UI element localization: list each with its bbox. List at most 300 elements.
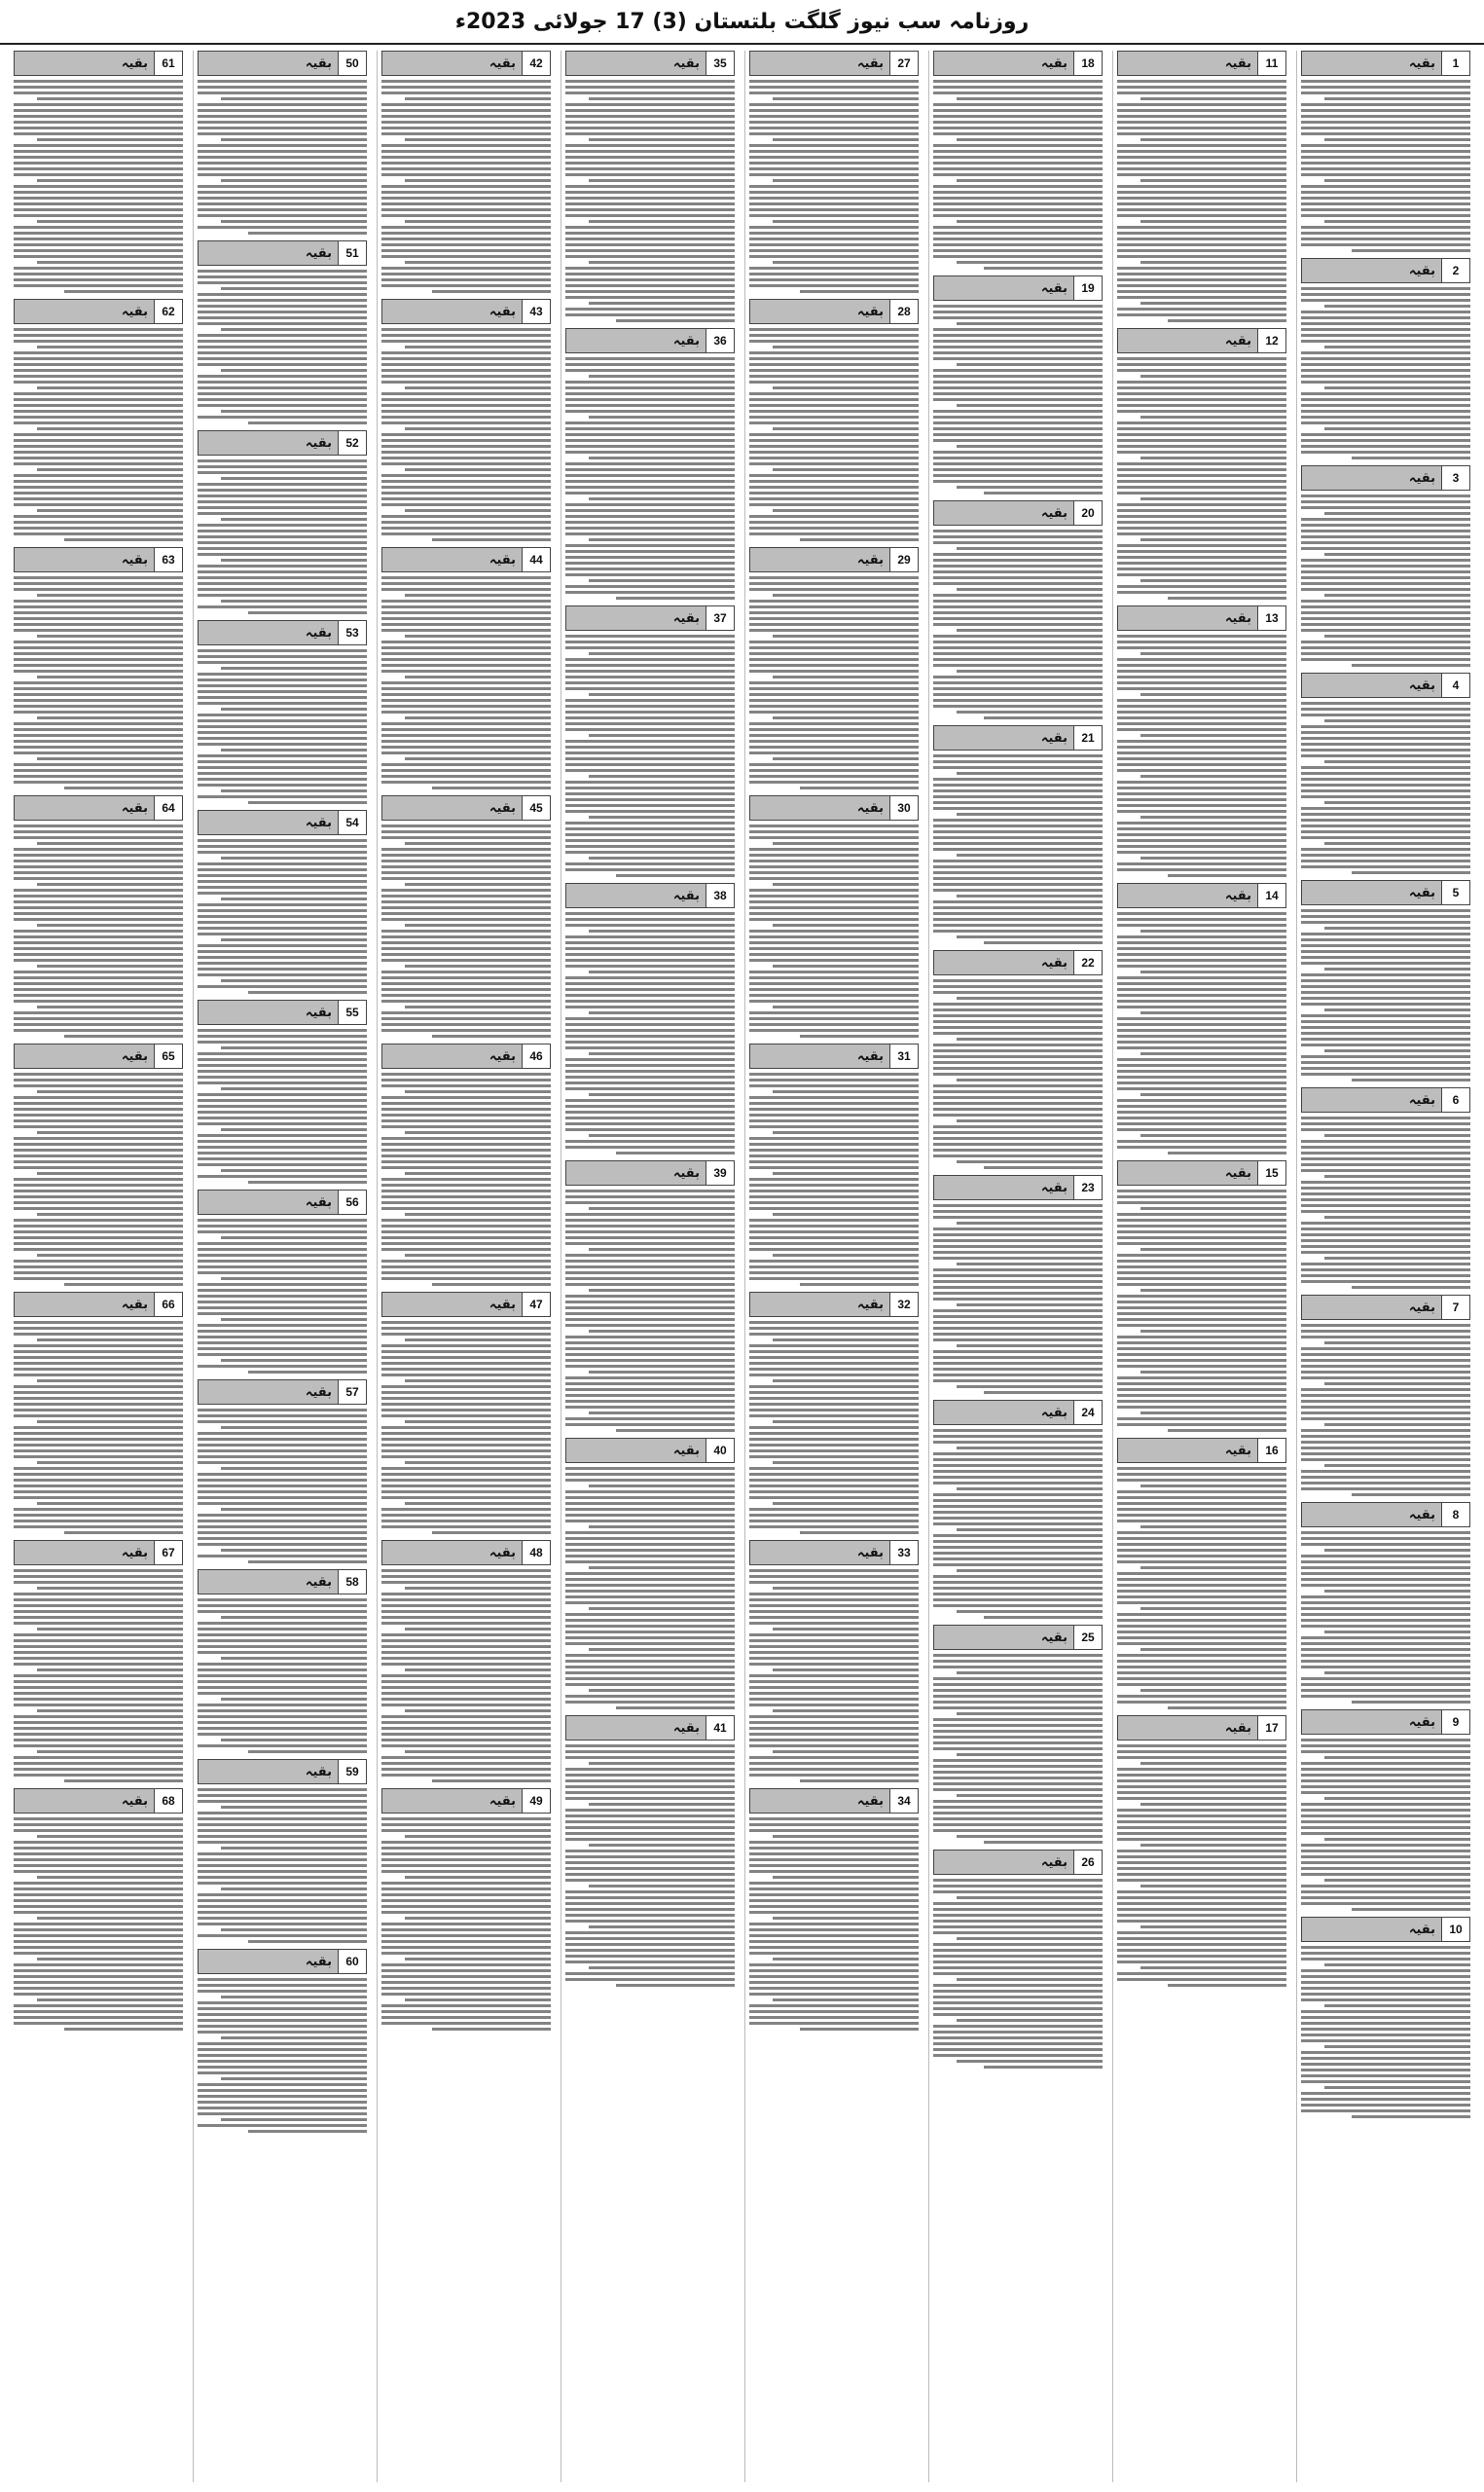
continuation-block xyxy=(749,299,919,541)
marker-label: بقیہ xyxy=(199,621,338,644)
continuation-marker xyxy=(198,51,367,76)
article-text xyxy=(1301,80,1470,252)
marker-number: 62 xyxy=(154,300,182,323)
marker-label: بقیہ xyxy=(1302,1710,1441,1734)
marker-number: 49 xyxy=(522,1789,550,1813)
continuation-block xyxy=(1301,1709,1470,1911)
continuation-marker xyxy=(749,795,919,821)
marker-label: بقیہ xyxy=(566,1716,706,1740)
marker-label: بقیہ xyxy=(15,1293,154,1316)
article-text xyxy=(14,80,183,293)
continuation-block xyxy=(14,1540,183,1782)
marker-number: 61 xyxy=(154,52,182,75)
continuation-block xyxy=(933,725,1103,944)
continuation-marker xyxy=(1117,1160,1286,1186)
marker-label: بقیہ xyxy=(934,1401,1073,1424)
continuation-block xyxy=(1301,51,1470,252)
marker-number: 25 xyxy=(1073,1626,1102,1649)
continuation-marker xyxy=(14,547,183,572)
continuation-block xyxy=(198,430,367,614)
article-text xyxy=(565,80,735,322)
article-text xyxy=(749,825,919,1038)
marker-label: بقیہ xyxy=(199,1001,338,1024)
marker-number: 15 xyxy=(1257,1161,1285,1185)
marker-number: 3 xyxy=(1441,466,1469,490)
article-text xyxy=(198,1978,367,2133)
page-header xyxy=(0,0,1484,45)
article-text xyxy=(933,1429,1103,1619)
marker-number: 12 xyxy=(1257,329,1285,352)
column xyxy=(561,51,739,2482)
continuation-block xyxy=(14,795,183,1038)
continuation-block xyxy=(14,547,183,789)
continuation-marker xyxy=(749,1044,919,1069)
continuation-block xyxy=(933,1625,1103,1844)
marker-label: بقیہ xyxy=(382,300,522,323)
article-text xyxy=(14,1817,183,2031)
marker-label: بقیہ xyxy=(750,300,889,323)
continuation-block xyxy=(749,795,919,1038)
marker-label: بقیہ xyxy=(566,1161,706,1185)
continuation-block xyxy=(1117,51,1286,322)
continuation-block xyxy=(14,299,183,541)
article-text xyxy=(565,357,735,600)
marker-number: 24 xyxy=(1073,1401,1102,1424)
continuation-block xyxy=(1301,1502,1470,1704)
marker-number: 26 xyxy=(1073,1851,1102,1874)
continuation-marker xyxy=(933,950,1103,975)
continuation-marker xyxy=(565,605,735,631)
continuation-block xyxy=(933,1175,1103,1394)
marker-label: بقیہ xyxy=(934,276,1073,300)
marker-label: بقیہ xyxy=(1118,884,1257,907)
article-text xyxy=(381,576,551,789)
marker-label: بقیہ xyxy=(934,1176,1073,1199)
article-text xyxy=(749,1073,919,1286)
continuation-block xyxy=(1301,258,1470,459)
continuation-block xyxy=(565,1438,735,1709)
column xyxy=(1296,51,1474,2482)
article-text xyxy=(198,270,367,424)
continuation-block xyxy=(749,1788,919,2031)
marker-number: 67 xyxy=(154,1541,182,1564)
marker-label: بقیہ xyxy=(566,606,706,630)
continuation-marker xyxy=(381,795,551,821)
continuation-block xyxy=(14,51,183,293)
marker-number: 32 xyxy=(889,1293,918,1316)
marker-label: بقیہ xyxy=(750,1541,889,1564)
article-text xyxy=(933,305,1103,495)
marker-number: 22 xyxy=(1073,951,1102,974)
article-text xyxy=(198,1409,367,1563)
continuation-block xyxy=(1117,1438,1286,1709)
continuation-block xyxy=(565,1160,735,1432)
continuation-marker xyxy=(1117,51,1286,76)
marker-label: بقیہ xyxy=(566,884,706,907)
continuation-block xyxy=(14,1044,183,1286)
continuation-marker xyxy=(198,430,367,456)
continuation-marker xyxy=(198,1949,367,1974)
article-text xyxy=(1301,1531,1470,1704)
marker-number: 46 xyxy=(522,1044,550,1068)
marker-label: بقیہ xyxy=(1302,1088,1441,1112)
continuation-marker xyxy=(749,299,919,324)
marker-label: بقیہ xyxy=(199,241,338,265)
column xyxy=(10,51,187,2482)
marker-label: بقیہ xyxy=(566,329,706,352)
marker-number: 59 xyxy=(338,1760,366,1783)
continuation-block xyxy=(565,1715,735,1987)
continuation-marker xyxy=(933,1850,1103,1875)
continuation-marker xyxy=(749,1292,919,1317)
continuation-marker xyxy=(749,1788,919,1814)
marker-label: بقیہ xyxy=(199,1191,338,1214)
continuation-marker xyxy=(14,1044,183,1069)
article-text xyxy=(749,576,919,789)
continuation-marker xyxy=(14,299,183,324)
continuation-marker xyxy=(198,1569,367,1594)
continuation-block xyxy=(381,1044,551,1286)
continuation-block xyxy=(1301,1087,1470,1289)
article-text xyxy=(1301,287,1470,459)
marker-number: 13 xyxy=(1257,606,1285,630)
marker-number: 28 xyxy=(889,300,918,323)
article-text xyxy=(749,1321,919,1534)
marker-label: بقیہ xyxy=(934,1626,1073,1649)
continuation-marker xyxy=(198,240,367,266)
continuation-block xyxy=(14,1788,183,2031)
continuation-block xyxy=(1301,673,1470,874)
article-text xyxy=(1301,495,1470,667)
article-text xyxy=(565,912,735,1154)
continuation-block xyxy=(933,500,1103,719)
continuation-block xyxy=(381,1540,551,1782)
continuation-marker xyxy=(749,547,919,572)
continuation-marker xyxy=(749,51,919,76)
continuation-block xyxy=(198,1949,367,2133)
article-text xyxy=(1117,80,1286,322)
continuation-marker xyxy=(565,328,735,353)
continuation-marker xyxy=(933,500,1103,526)
marker-label: بقیہ xyxy=(1118,52,1257,75)
continuation-block xyxy=(933,1850,1103,2069)
marker-number: 44 xyxy=(522,548,550,571)
article-text xyxy=(749,328,919,541)
continuation-marker xyxy=(1301,880,1470,905)
marker-number: 8 xyxy=(1441,1503,1469,1526)
continuation-marker xyxy=(381,547,551,572)
continuation-block xyxy=(1117,1715,1286,1987)
continuation-marker xyxy=(933,51,1103,76)
marker-number: 2 xyxy=(1441,259,1469,282)
continuation-block xyxy=(1301,880,1470,1081)
article-text xyxy=(565,1744,735,1987)
marker-label: بقیہ xyxy=(1302,881,1441,904)
article-text xyxy=(198,1788,367,1943)
column xyxy=(744,51,923,2482)
marker-number: 57 xyxy=(338,1380,366,1404)
continuation-block xyxy=(565,51,735,322)
continuation-marker xyxy=(381,51,551,76)
continuation-block xyxy=(1301,465,1470,667)
marker-label: بقیہ xyxy=(1302,1503,1441,1526)
continuation-marker xyxy=(1117,1715,1286,1741)
continuation-block xyxy=(198,810,367,994)
article-text xyxy=(1301,702,1470,874)
article-text xyxy=(381,1817,551,2031)
continuation-block xyxy=(198,240,367,424)
marker-label: بقیہ xyxy=(750,548,889,571)
marker-label: بقیہ xyxy=(750,1044,889,1068)
continuation-marker xyxy=(1301,673,1470,698)
continuation-marker xyxy=(198,810,367,835)
continuation-block xyxy=(565,883,735,1154)
continuation-marker xyxy=(933,725,1103,751)
marker-number: 33 xyxy=(889,1541,918,1564)
continuation-block xyxy=(749,51,919,293)
marker-number: 68 xyxy=(154,1789,182,1813)
marker-number: 56 xyxy=(338,1191,366,1214)
continuation-marker xyxy=(381,1044,551,1069)
continuation-marker xyxy=(1301,1295,1470,1320)
marker-label: بقیہ xyxy=(382,1044,522,1068)
article-text xyxy=(1117,357,1286,600)
continuation-marker xyxy=(1117,605,1286,631)
continuation-marker xyxy=(1301,1709,1470,1735)
continuation-marker xyxy=(565,51,735,76)
article-text xyxy=(198,649,367,804)
article-text xyxy=(381,1569,551,1782)
continuation-block xyxy=(381,299,551,541)
marker-number: 58 xyxy=(338,1570,366,1594)
marker-number: 4 xyxy=(1441,674,1469,697)
marker-label: بقیہ xyxy=(750,1789,889,1813)
article-text xyxy=(1117,1467,1286,1709)
continuation-marker xyxy=(933,1625,1103,1650)
continuation-block xyxy=(1117,605,1286,877)
column xyxy=(377,51,555,2482)
marker-number: 63 xyxy=(154,548,182,571)
marker-number: 43 xyxy=(522,300,550,323)
column xyxy=(1112,51,1290,2482)
continuation-block xyxy=(933,950,1103,1169)
marker-number: 1 xyxy=(1441,52,1469,75)
article-text xyxy=(198,80,367,235)
marker-label: بقیہ xyxy=(199,1380,338,1404)
marker-label: بقیہ xyxy=(1118,1716,1257,1740)
article-text xyxy=(381,80,551,293)
marker-label: بقیہ xyxy=(750,52,889,75)
columns-container xyxy=(10,51,1474,2482)
article-text xyxy=(933,979,1103,1169)
marker-label: بقیہ xyxy=(382,548,522,571)
marker-label: بقیہ xyxy=(15,52,154,75)
article-text xyxy=(749,1569,919,1782)
continuation-block xyxy=(933,1400,1103,1619)
marker-number: 17 xyxy=(1257,1716,1285,1740)
marker-number: 10 xyxy=(1441,1918,1469,1941)
marker-number: 65 xyxy=(154,1044,182,1068)
column xyxy=(928,51,1106,2482)
continuation-block xyxy=(749,1540,919,1782)
continuation-block xyxy=(1301,1295,1470,1496)
article-text xyxy=(933,80,1103,270)
article-text xyxy=(381,1073,551,1286)
article-text xyxy=(749,80,919,293)
continuation-block xyxy=(565,605,735,877)
marker-label: بقیہ xyxy=(382,1541,522,1564)
continuation-block xyxy=(1301,1917,1470,2118)
article-text xyxy=(1301,1739,1470,1911)
continuation-marker xyxy=(381,1540,551,1565)
marker-label: بقیہ xyxy=(1118,1439,1257,1462)
marker-number: 36 xyxy=(706,329,734,352)
marker-number: 29 xyxy=(889,548,918,571)
marker-number: 6 xyxy=(1441,1088,1469,1112)
continuation-block xyxy=(381,547,551,789)
marker-label: بقیہ xyxy=(382,796,522,820)
marker-label: بقیہ xyxy=(382,52,522,75)
continuation-block xyxy=(198,1759,367,1943)
continuation-marker xyxy=(1117,883,1286,908)
article-text xyxy=(1117,635,1286,877)
marker-number: 21 xyxy=(1073,726,1102,750)
marker-number: 23 xyxy=(1073,1176,1102,1199)
marker-number: 38 xyxy=(706,884,734,907)
continuation-block xyxy=(565,328,735,600)
article-text xyxy=(381,1321,551,1534)
article-text xyxy=(1301,1324,1470,1496)
continuation-block xyxy=(933,275,1103,495)
marker-label: بقیہ xyxy=(750,796,889,820)
continuation-block xyxy=(1117,883,1286,1154)
article-text xyxy=(198,459,367,614)
article-text xyxy=(14,576,183,789)
marker-label: بقیہ xyxy=(15,548,154,571)
marker-number: 54 xyxy=(338,811,366,834)
article-text xyxy=(14,1073,183,1286)
marker-label: بقیہ xyxy=(382,1293,522,1316)
continuation-marker xyxy=(14,51,183,76)
marker-number: 19 xyxy=(1073,276,1102,300)
marker-number: 35 xyxy=(706,52,734,75)
marker-number: 66 xyxy=(154,1293,182,1316)
marker-label: بقیہ xyxy=(199,1570,338,1594)
marker-number: 9 xyxy=(1441,1710,1469,1734)
continuation-marker xyxy=(14,1540,183,1565)
article-text xyxy=(933,1204,1103,1394)
continuation-marker xyxy=(933,1400,1103,1425)
continuation-marker xyxy=(14,795,183,821)
marker-label: بقیہ xyxy=(15,1044,154,1068)
marker-number: 34 xyxy=(889,1789,918,1813)
continuation-block xyxy=(198,1379,367,1563)
article-text xyxy=(14,825,183,1038)
continuation-block xyxy=(1117,328,1286,600)
continuation-block xyxy=(198,1569,367,1753)
continuation-block xyxy=(381,795,551,1038)
marker-label: بقیہ xyxy=(199,431,338,455)
marker-number: 53 xyxy=(338,621,366,644)
continuation-block xyxy=(14,1292,183,1534)
continuation-marker xyxy=(1301,1502,1470,1527)
column xyxy=(193,51,371,2482)
continuation-block xyxy=(381,51,551,293)
continuation-marker xyxy=(749,1540,919,1565)
marker-label: بقیہ xyxy=(1118,1161,1257,1185)
continuation-marker xyxy=(1301,1917,1470,1942)
marker-label: بقیہ xyxy=(199,1760,338,1783)
marker-label: بقیہ xyxy=(934,726,1073,750)
continuation-block xyxy=(198,1190,367,1374)
marker-label: بقیہ xyxy=(934,52,1073,75)
marker-label: بقیہ xyxy=(15,796,154,820)
article-text xyxy=(933,1879,1103,2069)
marker-label: بقیہ xyxy=(1302,259,1441,282)
article-text xyxy=(933,530,1103,719)
article-text xyxy=(14,1321,183,1534)
marker-number: 31 xyxy=(889,1044,918,1068)
marker-number: 20 xyxy=(1073,501,1102,525)
marker-label: بقیہ xyxy=(15,1789,154,1813)
continuation-block xyxy=(933,51,1103,270)
marker-number: 41 xyxy=(706,1716,734,1740)
continuation-marker xyxy=(565,1715,735,1741)
marker-label: بقیہ xyxy=(1302,1296,1441,1319)
marker-number: 16 xyxy=(1257,1439,1285,1462)
marker-label: بقیہ xyxy=(934,951,1073,974)
marker-number: 64 xyxy=(154,796,182,820)
continuation-block xyxy=(381,1788,551,2031)
continuation-marker xyxy=(381,1292,551,1317)
article-text xyxy=(1301,1117,1470,1289)
marker-number: 27 xyxy=(889,52,918,75)
continuation-marker xyxy=(381,1788,551,1814)
marker-number: 37 xyxy=(706,606,734,630)
article-text xyxy=(565,635,735,877)
marker-label: بقیہ xyxy=(199,811,338,834)
article-text xyxy=(198,1029,367,1184)
continuation-marker xyxy=(1301,1087,1470,1113)
article-text xyxy=(1301,1946,1470,2118)
continuation-marker xyxy=(565,1438,735,1463)
marker-number: 42 xyxy=(522,52,550,75)
marker-number: 47 xyxy=(522,1293,550,1316)
article-text xyxy=(1117,912,1286,1154)
article-text xyxy=(381,328,551,541)
article-text xyxy=(749,1817,919,2031)
continuation-block xyxy=(749,1292,919,1534)
continuation-marker xyxy=(933,275,1103,301)
marker-number: 11 xyxy=(1257,52,1285,75)
continuation-marker xyxy=(1301,465,1470,491)
marker-number: 50 xyxy=(338,52,366,75)
continuation-marker xyxy=(198,1379,367,1405)
marker-number: 55 xyxy=(338,1001,366,1024)
marker-label: بقیہ xyxy=(15,1541,154,1564)
continuation-block xyxy=(749,547,919,789)
marker-label: بقیہ xyxy=(1302,674,1441,697)
marker-number: 60 xyxy=(338,1950,366,1973)
continuation-marker xyxy=(1301,51,1470,76)
continuation-block xyxy=(1117,1160,1286,1432)
marker-label: بقیہ xyxy=(15,300,154,323)
marker-number: 7 xyxy=(1441,1296,1469,1319)
marker-number: 14 xyxy=(1257,884,1285,907)
continuation-marker xyxy=(14,1788,183,1814)
marker-number: 40 xyxy=(706,1439,734,1462)
continuation-marker xyxy=(1117,1438,1286,1463)
